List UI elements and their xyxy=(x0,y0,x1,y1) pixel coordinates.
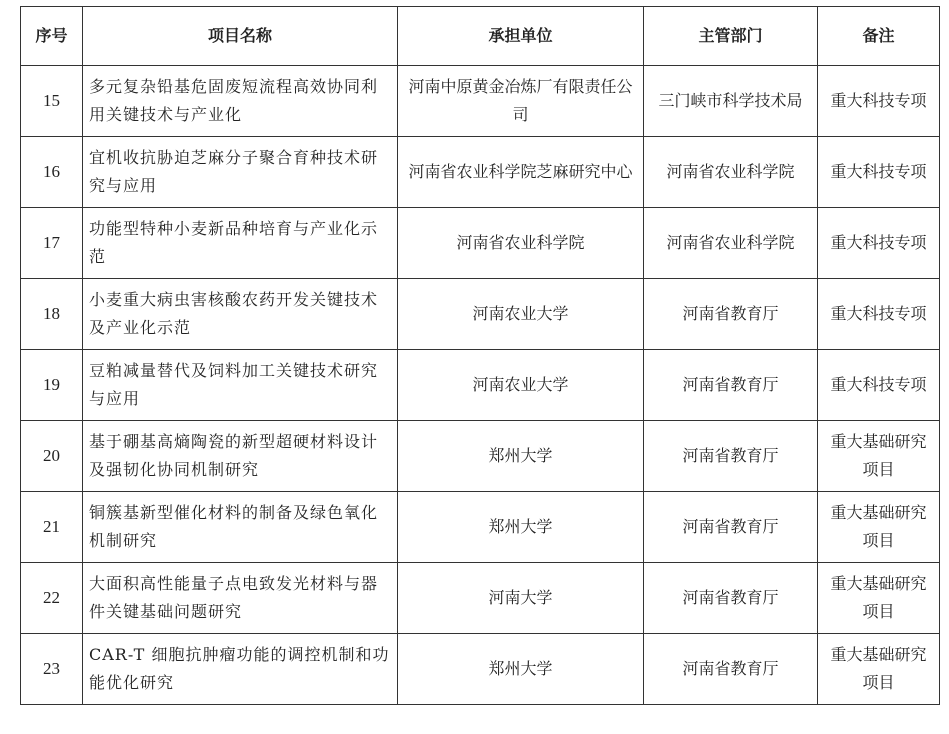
cell-project-name: CAR-T 细胞抗肿瘤功能的调控机制和功能优化研究 xyxy=(83,634,398,705)
cell-unit: 河南省农业科学院 xyxy=(398,208,644,279)
cell-dept: 河南省教育厅 xyxy=(644,492,818,563)
cell-unit: 河南中原黄金冶炼厂有限责任公司 xyxy=(398,66,644,137)
header-seq: 序号 xyxy=(21,7,83,66)
cell-dept: 河南省农业科学院 xyxy=(644,208,818,279)
cell-note: 重大科技专项 xyxy=(818,66,940,137)
cell-seq: 20 xyxy=(21,421,83,492)
header-project-name: 项目名称 xyxy=(83,7,398,66)
header-dept: 主管部门 xyxy=(644,7,818,66)
cell-seq: 15 xyxy=(21,66,83,137)
cell-project-name: 多元复杂铅基危固废短流程高效协同利用关键技术与产业化 xyxy=(83,66,398,137)
cell-project-name: 功能型特种小麦新品种培育与产业化示范 xyxy=(83,208,398,279)
header-note: 备注 xyxy=(818,7,940,66)
cell-dept: 河南省教育厅 xyxy=(644,421,818,492)
cell-note: 重大科技专项 xyxy=(818,350,940,421)
projects-table xyxy=(20,6,940,705)
cell-seq: 18 xyxy=(21,279,83,350)
table-row xyxy=(21,66,940,137)
header-row xyxy=(21,7,940,66)
cell-note: 重大基础研究项目 xyxy=(818,634,940,705)
cell-note: 重大基础研究项目 xyxy=(818,421,940,492)
cell-project-name: 宜机收抗胁迫芝麻分子聚合育种技术研究与应用 xyxy=(83,137,398,208)
cell-note: 重大基础研究项目 xyxy=(818,563,940,634)
table-body xyxy=(21,66,940,705)
cell-project-name: 基于硼基高熵陶瓷的新型超硬材料设计及强韧化协同机制研究 xyxy=(83,421,398,492)
cell-note: 重大科技专项 xyxy=(818,137,940,208)
cell-project-name: 大面积高性能量子点电致发光材料与器件关键基础问题研究 xyxy=(83,563,398,634)
table-header xyxy=(21,7,940,66)
cell-unit: 河南农业大学 xyxy=(398,350,644,421)
cell-dept: 河南省教育厅 xyxy=(644,279,818,350)
cell-project-name: 豆粕减量替代及饲料加工关键技术研究与应用 xyxy=(83,350,398,421)
cell-seq: 23 xyxy=(21,634,83,705)
cell-seq: 19 xyxy=(21,350,83,421)
cell-unit: 郑州大学 xyxy=(398,634,644,705)
cell-seq: 22 xyxy=(21,563,83,634)
header-unit: 承担单位 xyxy=(398,7,644,66)
table-row xyxy=(21,421,940,492)
cell-seq: 21 xyxy=(21,492,83,563)
table-row xyxy=(21,350,940,421)
cell-unit: 河南省农业科学院芝麻研究中心 xyxy=(398,137,644,208)
cell-note: 重大科技专项 xyxy=(818,279,940,350)
table-row xyxy=(21,634,940,705)
table-row xyxy=(21,137,940,208)
cell-unit: 郑州大学 xyxy=(398,421,644,492)
table-row xyxy=(21,279,940,350)
cell-dept: 河南省农业科学院 xyxy=(644,137,818,208)
table-row xyxy=(21,563,940,634)
table-row xyxy=(21,492,940,563)
cell-dept: 河南省教育厅 xyxy=(644,634,818,705)
cell-unit: 河南农业大学 xyxy=(398,279,644,350)
cell-note: 重大基础研究项目 xyxy=(818,492,940,563)
cell-seq: 16 xyxy=(21,137,83,208)
cell-project-name: 小麦重大病虫害核酸农药开发关键技术及产业化示范 xyxy=(83,279,398,350)
cell-dept: 河南省教育厅 xyxy=(644,563,818,634)
cell-project-name: 铜簇基新型催化材料的制备及绿色氧化机制研究 xyxy=(83,492,398,563)
cell-seq: 17 xyxy=(21,208,83,279)
cell-note: 重大科技专项 xyxy=(818,208,940,279)
cell-unit: 郑州大学 xyxy=(398,492,644,563)
cell-dept: 河南省教育厅 xyxy=(644,350,818,421)
cell-dept: 三门峡市科学技术局 xyxy=(644,66,818,137)
table-row xyxy=(21,208,940,279)
cell-unit: 河南大学 xyxy=(398,563,644,634)
